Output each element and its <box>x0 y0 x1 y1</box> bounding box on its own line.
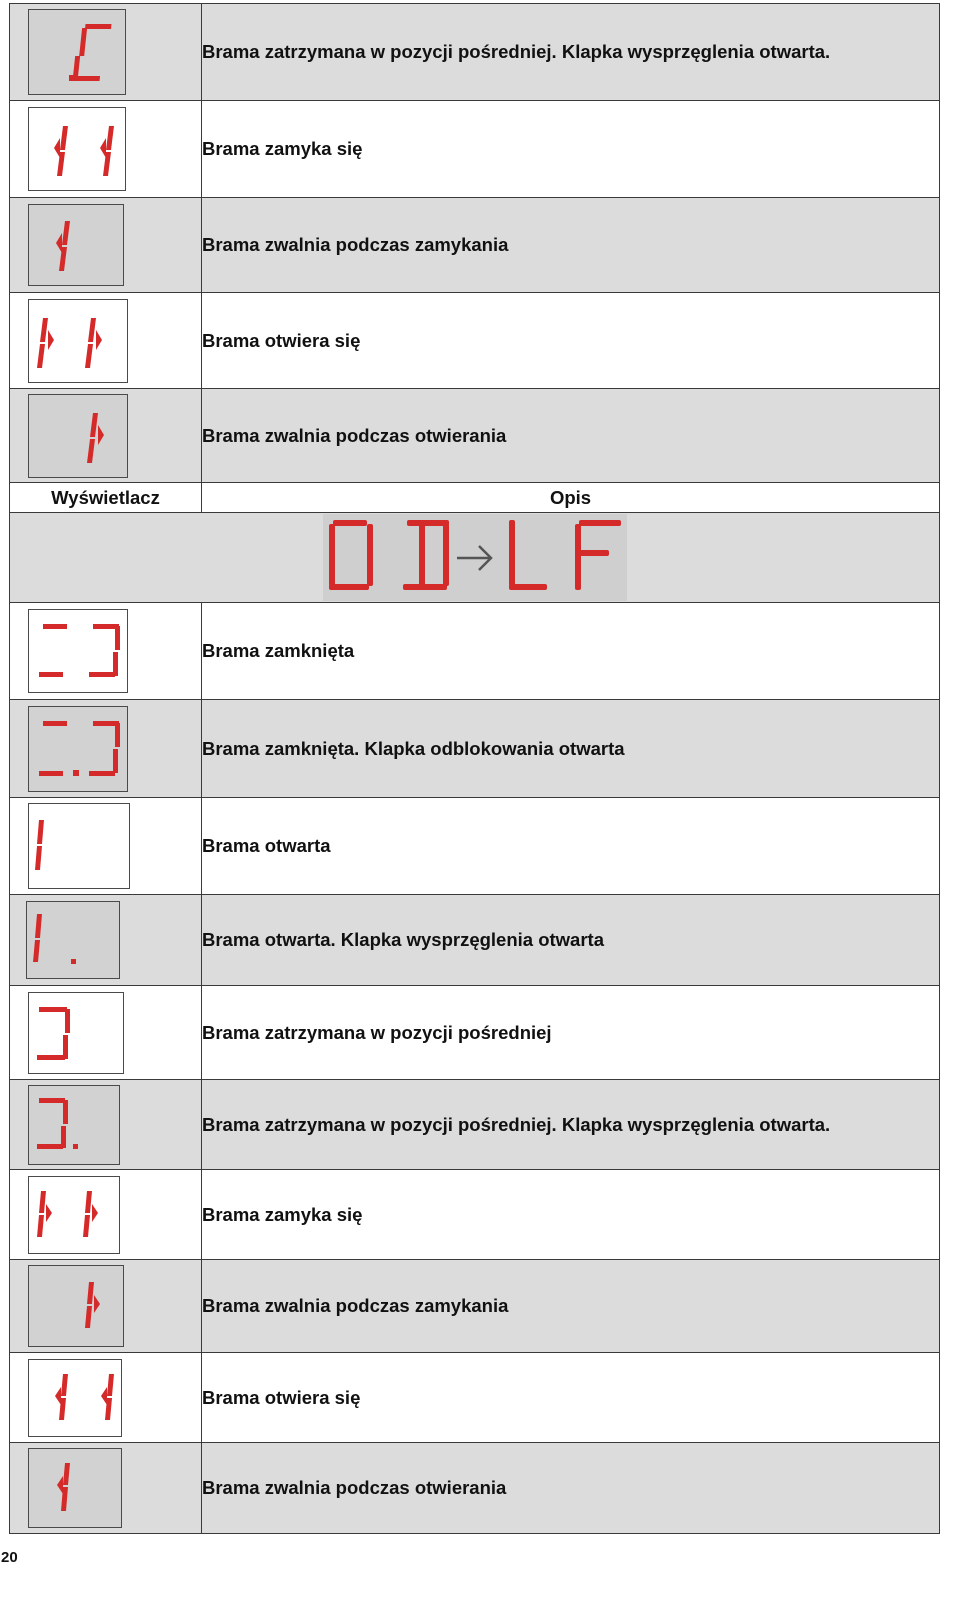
display-panel-open <box>28 803 130 889</box>
display-panel-slow-opening <box>28 394 128 478</box>
table-row <box>10 986 940 1080</box>
table-row <box>10 798 940 895</box>
display-cell <box>10 1353 202 1443</box>
table-row-banner <box>10 513 940 603</box>
display-panel-closing <box>28 107 126 191</box>
display-panel-slow-opening-2 <box>28 1448 122 1528</box>
table-row <box>10 603 940 700</box>
display-panel-slow-closing <box>28 204 124 286</box>
table-row <box>10 1080 940 1170</box>
description: Brama zamyka się <box>202 1170 940 1260</box>
display-cell <box>10 389 202 483</box>
display-cell <box>10 798 202 895</box>
banner-cell <box>10 513 940 603</box>
display-panel-C-dot <box>28 9 126 95</box>
table-row <box>10 1443 940 1534</box>
description: Brama otwiera się <box>202 1353 940 1443</box>
table-row <box>10 1170 940 1260</box>
display-cell <box>10 603 202 700</box>
header-description: Opis <box>202 483 940 513</box>
description: Brama otwarta <box>202 798 940 895</box>
description: Brama zwalnia podczas zamykania <box>202 198 940 293</box>
display-cell <box>10 4 202 101</box>
display-cell <box>10 1080 202 1170</box>
description: Brama otwiera się <box>202 293 940 389</box>
table-row <box>10 198 940 293</box>
display-cell <box>10 198 202 293</box>
display-cell <box>10 1260 202 1353</box>
display-cell <box>10 101 202 198</box>
table-row <box>10 101 940 198</box>
display-panel-open-dot <box>26 901 120 979</box>
table-row <box>10 1260 940 1353</box>
description: Brama zamknięta <box>202 603 940 700</box>
display-cell <box>10 700 202 798</box>
description: Brama zatrzymana w pozycji pośredniej. Klapka wysprzęglenia otwarta. <box>202 4 940 101</box>
display-codes-table <box>9 3 940 1534</box>
table-row <box>10 389 940 483</box>
display-panel-closed-dot <box>28 706 128 792</box>
display-cell <box>10 895 202 986</box>
display-panel-opening <box>28 299 128 383</box>
display-panel-stopped <box>28 992 124 1074</box>
display-cell <box>10 986 202 1080</box>
header-display: Wyświetlacz <box>10 483 202 513</box>
display-panel-slow-closing-2 <box>28 1265 124 1347</box>
display-cell <box>10 293 202 389</box>
display-panel-opening-2 <box>28 1359 122 1437</box>
display-cell <box>10 1443 202 1534</box>
description: Brama zwalnia podczas otwierania <box>202 1443 940 1534</box>
table-row <box>10 1353 940 1443</box>
description: Brama zwalnia podczas otwierania <box>202 389 940 483</box>
table-row <box>10 4 940 101</box>
display-panel-closed <box>28 609 128 693</box>
page-number: 20 <box>1 1549 18 1566</box>
description: Brama zatrzymana w pozycji pośredniej. Klapka wysprzęglenia otwarta. <box>202 1080 940 1170</box>
description: Brama zwalnia podczas zamykania <box>202 1260 940 1353</box>
display-panel-closing-2 <box>28 1176 120 1254</box>
table-header <box>10 483 940 513</box>
table-row <box>10 895 940 986</box>
description: Brama zamknięta. Klapka odblokowania otwarta <box>202 700 940 798</box>
description: Brama otwarta. Klapka wysprzęglenia otwarta <box>202 895 940 986</box>
table-row <box>10 293 940 389</box>
description: Brama zatrzymana w pozycji pośredniej <box>202 986 940 1080</box>
table-row <box>10 700 940 798</box>
banner-symbol <box>323 514 627 601</box>
display-cell <box>10 1170 202 1260</box>
description: Brama zamyka się <box>202 101 940 198</box>
display-panel-stopped-dot <box>28 1085 120 1165</box>
